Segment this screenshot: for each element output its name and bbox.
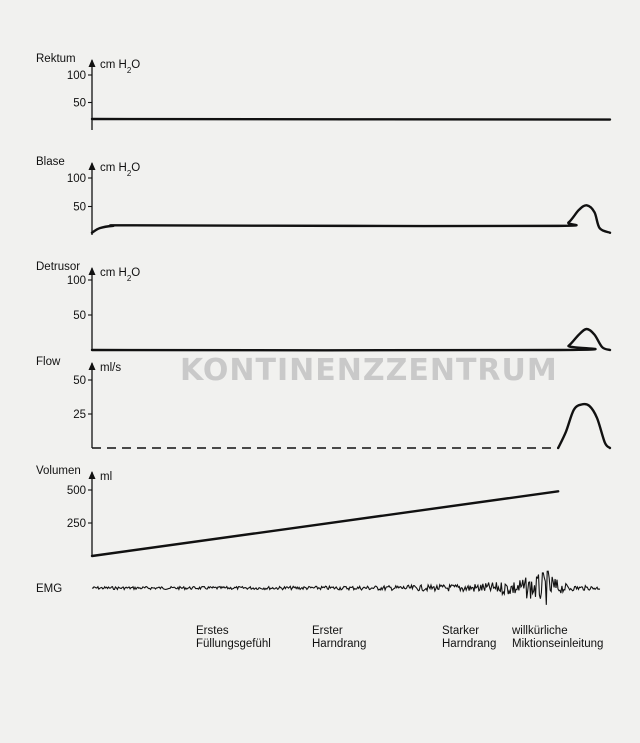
event-label: Erstes Füllungsgefühl bbox=[196, 625, 271, 650]
unit-label: ml/s bbox=[100, 362, 122, 374]
panel-rektum bbox=[36, 53, 610, 130]
y-axis-arrow bbox=[89, 362, 96, 370]
emg-group bbox=[36, 571, 600, 605]
panel-label: Rektum bbox=[36, 53, 76, 65]
series-line-rektum bbox=[92, 119, 610, 120]
events-group bbox=[196, 625, 603, 650]
y-tick-label: 25 bbox=[73, 409, 86, 421]
unit-label: ml bbox=[100, 471, 113, 483]
series-line-volumen bbox=[92, 491, 558, 556]
unit-label: cm $H_2O$ bbox=[100, 162, 141, 178]
panel-label: Volumen bbox=[36, 465, 81, 477]
panel-label: Detrusor bbox=[36, 261, 81, 273]
emg-label: EMG bbox=[36, 583, 63, 595]
y-tick-label: 50 bbox=[73, 310, 86, 322]
panel-blase bbox=[36, 156, 610, 235]
y-tick-label: 500 bbox=[66, 485, 86, 497]
event-label: Starker Harndrang bbox=[442, 625, 497, 650]
y-axis-arrow bbox=[89, 59, 96, 67]
y-tick-label: 250 bbox=[66, 518, 86, 530]
panel-detrusor bbox=[36, 261, 610, 350]
y-tick-label: 100 bbox=[66, 173, 86, 185]
y-axis-arrow bbox=[89, 162, 96, 170]
y-axis-arrow bbox=[89, 267, 96, 275]
unit-label: cm $H_2O$ bbox=[100, 59, 141, 75]
panel-label: Flow bbox=[36, 356, 61, 368]
watermark-text: KONTINENZZENTRUM bbox=[180, 353, 558, 388]
y-tick-label: 50 bbox=[73, 201, 86, 214]
y-tick-label: 50 bbox=[73, 97, 86, 110]
panel-volumen bbox=[36, 465, 558, 556]
event-label: willkürliche Miktionseinleitung bbox=[512, 625, 604, 650]
y-tick-label: 50 bbox=[73, 375, 86, 387]
emg-trace bbox=[92, 571, 600, 605]
series-line-flow bbox=[558, 404, 610, 448]
event-label: Erster Harndrang bbox=[312, 625, 367, 650]
panels-group bbox=[36, 53, 610, 556]
panel-label: Blase bbox=[36, 156, 65, 168]
y-tick-label: 100 bbox=[66, 70, 86, 82]
series-line-blase bbox=[92, 205, 610, 232]
y-tick-label: 100 bbox=[66, 275, 86, 287]
series-line-detrusor bbox=[92, 329, 610, 350]
unit-label: cm $H_2O$ bbox=[100, 267, 141, 283]
y-axis-arrow bbox=[89, 471, 96, 479]
